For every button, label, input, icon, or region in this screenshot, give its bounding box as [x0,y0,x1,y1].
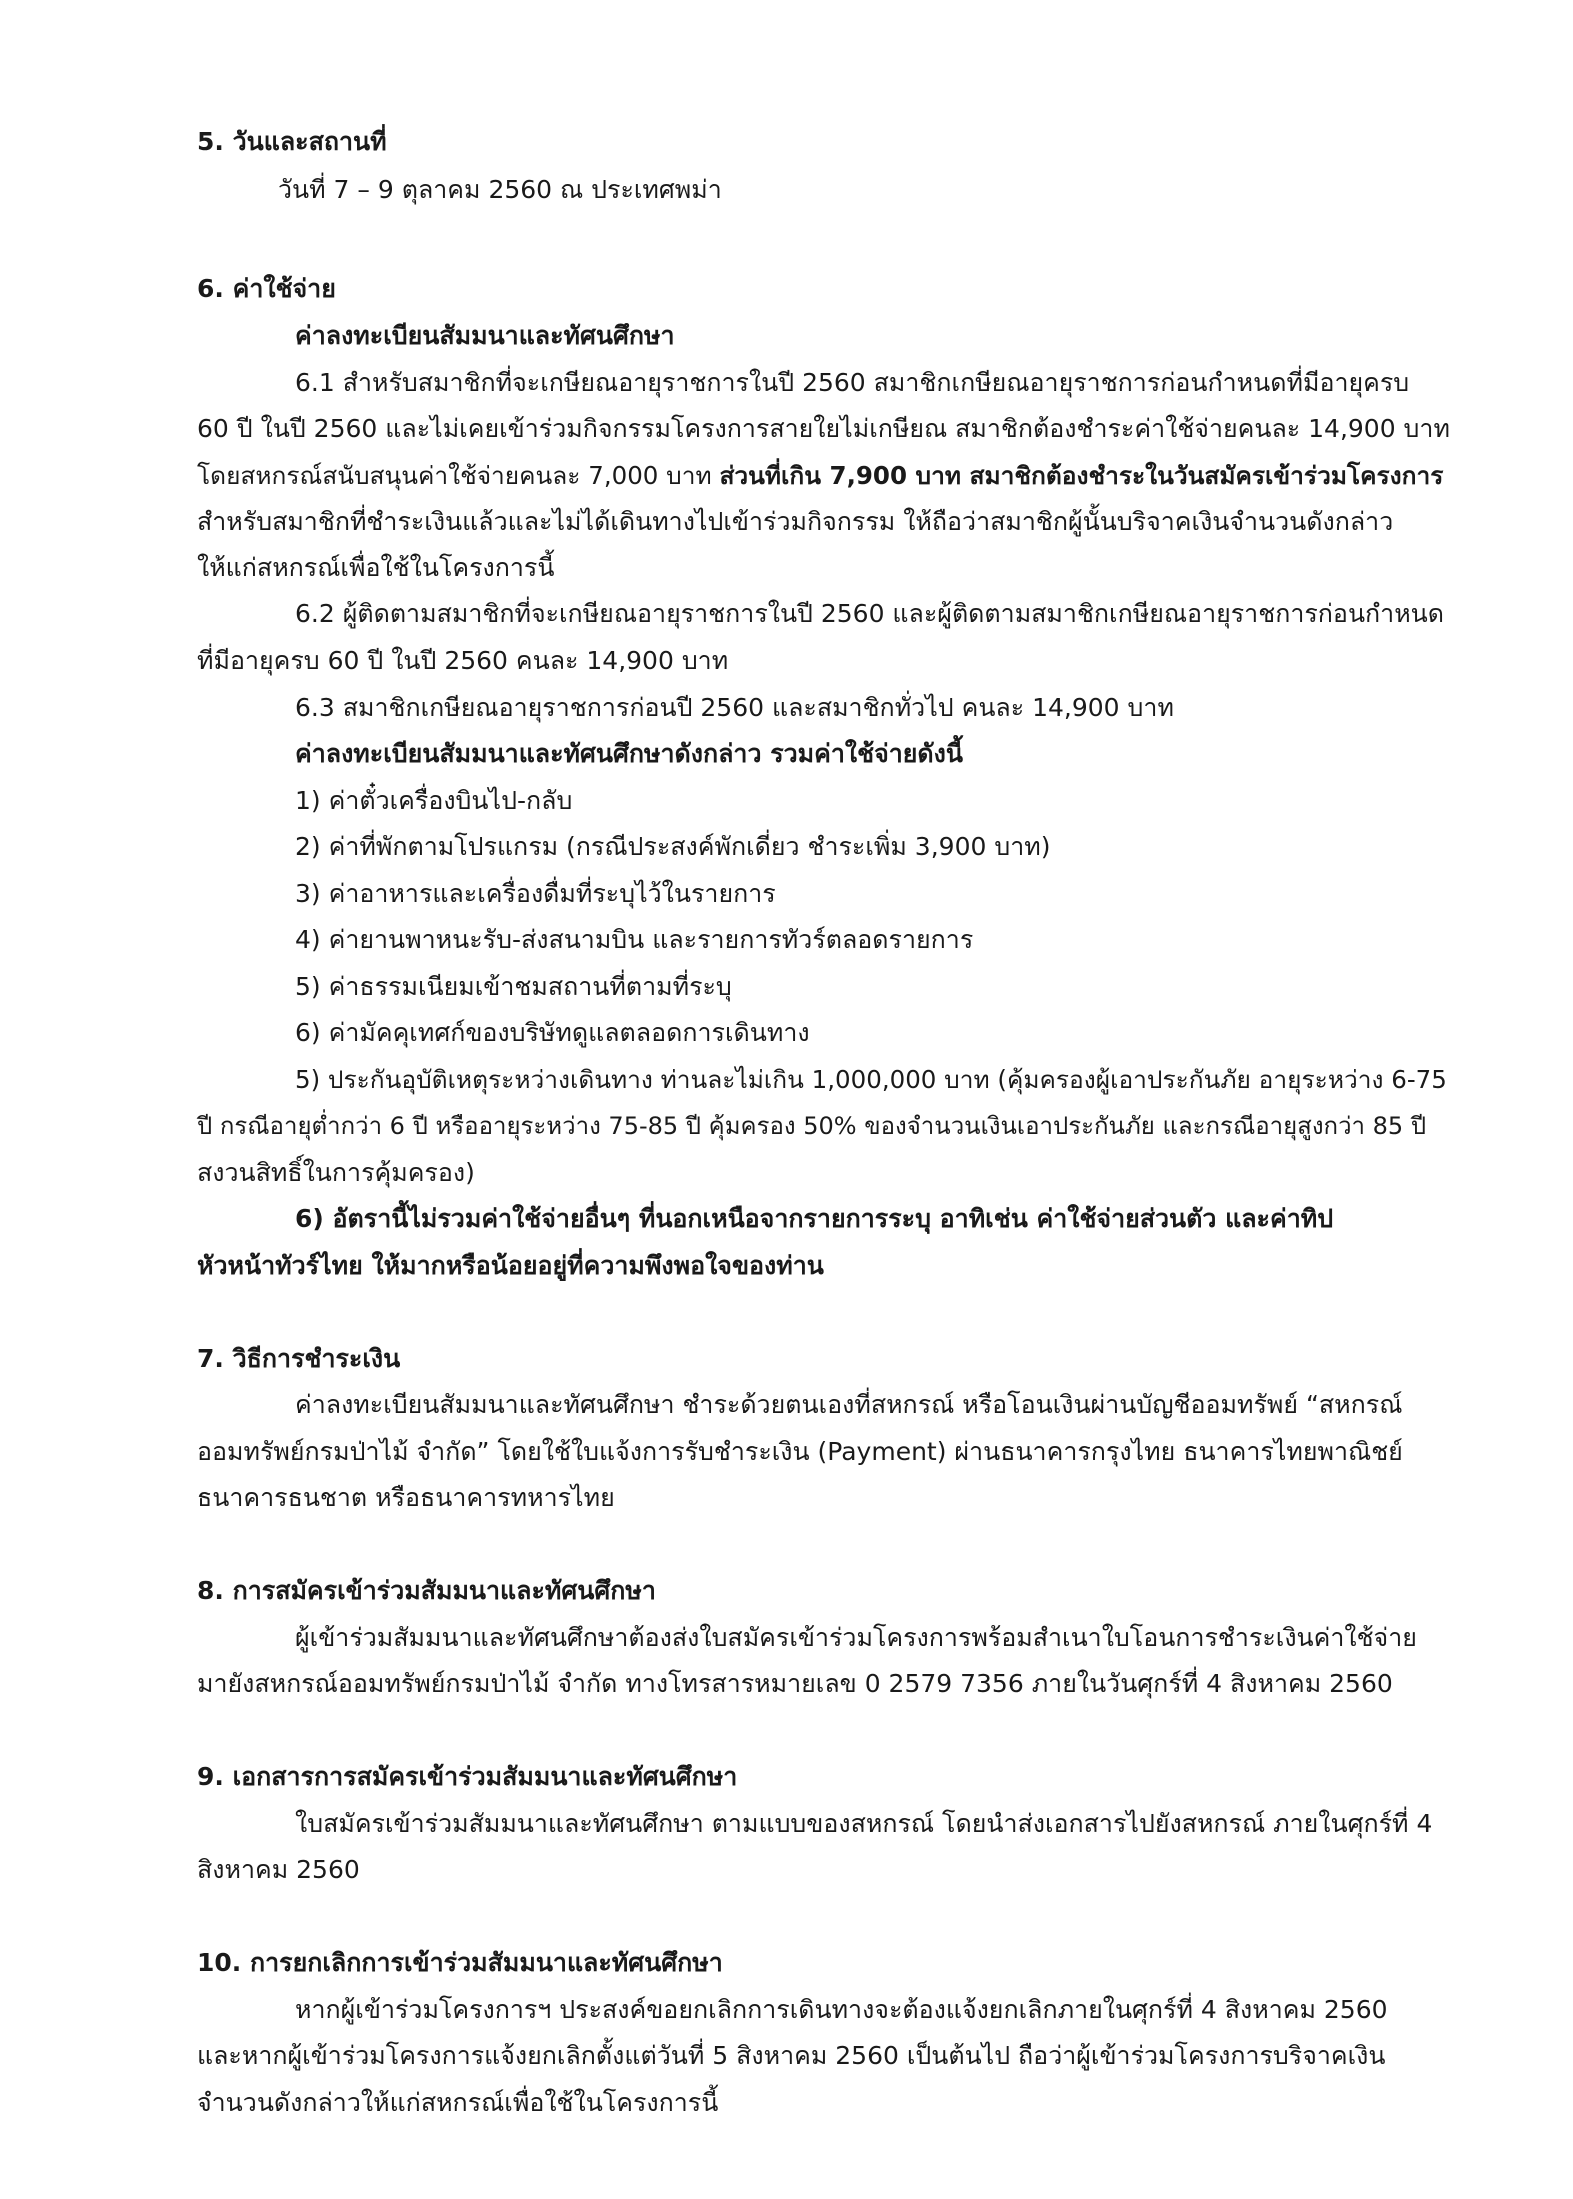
list-item: 4) ค่ายานพาหนะรับ-ส่งสนามบิน และรายการทัวร์ตลอดรายการ [295,925,974,954]
exclusion-line: หัวหน้าทัวร์ไทย ให้มากหรือน้อยอยู่ที่ความพึงพอใจของท่าน [197,1251,824,1280]
paragraph-6-1-line: ให้แก่สหกรณ์เพื่อใช้ในโครงการนี้ [197,553,555,582]
insurance-line: 5) ประกันอุบัติเหตุระหว่างเดินทาง ท่านละไม่เกิน 1,000,000 บาท (คุ้มครองผู้เอาประกันภัย อายุระหว่าง 6-75 [295,1065,1447,1094]
paragraph-6-1-line: 60 ปี ในปี 2560 และไม่เคยเข้าร่วมกิจกรรมโครงการสายใยไม่เกษียณ สมาชิกต้องชำระค่าใช้จ่ายคนละ 14,900 บาท [197,414,1450,443]
section-6-subheading: ค่าลงทะเบียนสัมมนาและทัศนศึกษา [295,321,675,350]
list-item: 2) ค่าที่พักตามโปรแกรม (กรณีประสงค์พักเดี่ยว ชำระเพิ่ม 3,900 บาท) [295,832,1051,861]
includes-heading: ค่าลงทะเบียนสัมมนาและทัศนศึกษาดังกล่าว รวมค่าใช้จ่ายดังนี้ [295,739,963,768]
section-8-line: ผู้เข้าร่วมสัมมนาและทัศนศึกษาต้องส่งใบสมัครเข้าร่วมโครงการพร้อมสำเนาใบโอนการชำระเงินค่าใช้จ่าย [295,1623,1417,1652]
paragraph-6-1-line [197,460,1443,492]
list-item: 1) ค่าตั๋วเครื่องบินไป-กลับ [295,786,573,815]
paragraph-6-1-line: สำหรับสมาชิกที่ชำระเงินแล้วและไม่ได้เดินทางไปเข้าร่วมกิจกรรม ให้ถือว่าสมาชิกผู้นั้นบริจาคเงินจำนวนดังกล่าว [197,507,1394,536]
section-10-heading: 10. การยกเลิกการเข้าร่วมสัมมนาและทัศนศึกษา [197,1948,723,1977]
list-item: 6) ค่ามัคคุเทศก์ของบริษัทดูแลตลอดการเดินทาง [295,1018,810,1047]
section-9-line: สิงหาคม 2560 [197,1855,360,1884]
exclusion-line: 6) อัตรานี้ไม่รวมค่าใช้จ่ายอื่นๆ ที่นอกเหนือจากรายการระบุ อาทิเช่น ค่าใช้จ่ายส่วนตัว และค่าทิป [295,1204,1334,1233]
section-9-line: ใบสมัครเข้าร่วมสัมมนาและทัศนศึกษา ตามแบบของสหกรณ์ โดยนำส่งเอกสารไปยังสหกรณ์ ภายในศุกร์ที่ 4 [295,1809,1433,1838]
section-9-heading: 9. เอกสารการสมัครเข้าร่วมสัมมนาและทัศนศึกษา [197,1762,738,1791]
section-10-line: จำนวนดังกล่าวให้แก่สหกรณ์เพื่อใช้ในโครงการนี้ [197,2088,719,2117]
section-6-heading: 6. ค่าใช้จ่าย [197,274,336,303]
section-10-line: และหากผู้เข้าร่วมโครงการแจ้งยกเลิกตั้งแต่วันที่ 5 สิงหาคม 2560 เป็นต้นไป ถือว่าผู้เข้าร่วมโครงการบริจาคเงิน [197,2041,1386,2070]
section-8-heading: 8. การสมัครเข้าร่วมสัมมนาและทัศนศึกษา [197,1576,656,1605]
section-7-line: ออมทรัพย์กรมป่าไม้ จำกัด” โดยใช้ใบแจ้งการรับชำระเงิน (Payment) ผ่านธนาคารกรุงไทย ธนาคารไทยพาณิชย์ [197,1437,1403,1466]
paragraph-6-1-text: โดยสหกรณ์สนับสนุนค่าใช้จ่ายคนละ 7,000 บาท [197,461,720,490]
insurance-line: สงวนสิทธิ์ในการคุ้มครอง) [197,1158,475,1187]
section-10-line: หากผู้เข้าร่วมโครงการฯ ประสงค์ขอยกเลิกการเดินทางจะต้องแจ้งยกเลิกภายในศุกร์ที่ 4 สิงหาคม 2560 [295,1995,1388,2024]
paragraph-6-1-emphasis: ส่วนที่เกิน 7,900 บาท สมาชิกต้องชำระในวันสมัครเข้าร่วมโครงการ [719,461,1444,490]
paragraph-6-2-line: 6.2 ผู้ติดตามสมาชิกที่จะเกษียณอายุราชการในปี 2560 และผู้ติดตามสมาชิกเกษียณอายุราชการก่อนกำหนด [295,599,1445,628]
paragraph-6-3: 6.3 สมาชิกเกษียณอายุราชการก่อนปี 2560 และสมาชิกทั่วไป คนละ 14,900 บาท [295,693,1174,722]
section-7-heading: 7. วิธีการชำระเงิน [197,1344,401,1373]
paragraph-6-2-line: ที่มีอายุครบ 60 ปี ในปี 2560 คนละ 14,900 บาท [197,646,729,675]
list-item: 3) ค่าอาหารและเครื่องดื่มที่ระบุไว้ในรายการ [295,879,776,908]
section-5-body: วันที่ 7 – 9 ตุลาคม 2560 ณ ประเทศพม่า [278,175,722,204]
section-8-line: มายังสหกรณ์ออมทรัพย์กรมป่าไม้ จำกัด ทางโทรสารหมายเลข 0 2579 7356 ภายในวันศุกร์ที่ 4 สิงหาคม 2560 [197,1669,1393,1698]
list-item: 5) ค่าธรรมเนียมเข้าชมสถานที่ตามที่ระบุ [295,972,732,1001]
section-5-heading: 5. วันและสถานที่ [197,127,387,156]
section-7-line: ธนาคารธนชาต หรือธนาคารทหารไทย [197,1483,615,1512]
paragraph-6-1-line: 6.1 สำหรับสมาชิกที่จะเกษียณอายุราชการในปี 2560 สมาชิกเกษียณอายุราชการก่อนกำหนดที่มีอายุครบ [295,368,1410,397]
insurance-line: ปี กรณีอายุต่ำกว่า 6 ปี หรืออายุระหว่าง 75-85 ปี คุ้มครอง 50% ของจำนวนเงินเอาประกันภัย และกรณีอายุสูงกว่า 85 ปี [197,1112,1427,1140]
section-7-line: ค่าลงทะเบียนสัมมนาและทัศนศึกษา ชำระด้วยตนเองที่สหกรณ์ หรือโอนเงินผ่านบัญชีออมทรัพย์ “สหกรณ์ [295,1390,1403,1419]
